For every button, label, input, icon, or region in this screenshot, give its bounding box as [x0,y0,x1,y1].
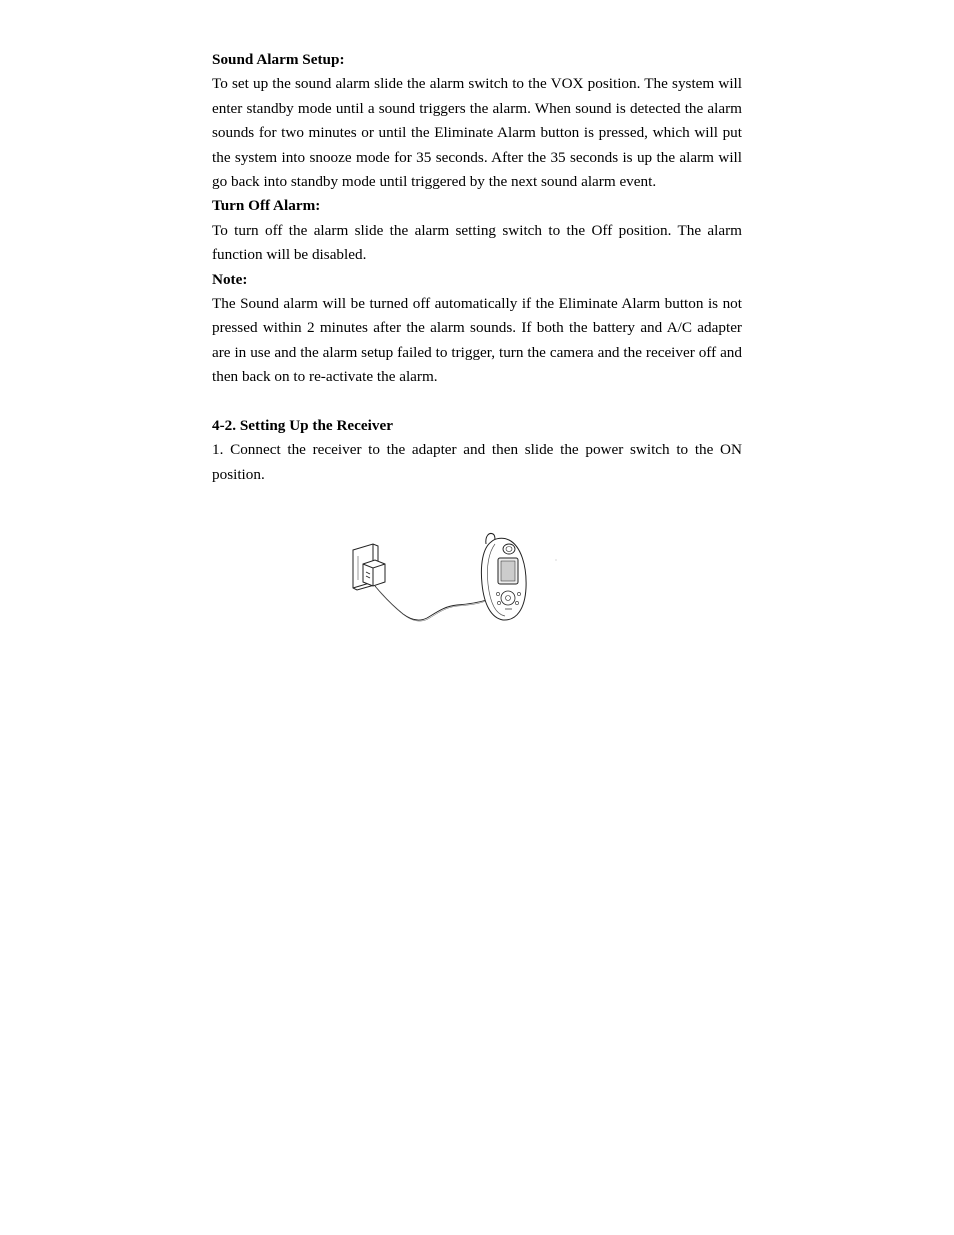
receiver-setup-step: 1. Connect the receiver to the adapter and then slide the power switch to the ON position. [212,441,742,483]
sound-alarm-text: To set up the sound alarm slide the alarm switch to the VOX position. The system will enter standby mode until a sound triggers the alarm. When sound is detected the alarm sounds for two minutes or until the Eliminate Alarm button is pressed, which will put the system into snooze mode for 35 seconds. After the 35 seconds is up the alarm will go back into standby mode until triggered by the next sound alarm event. [212,75,742,191]
turn-off-alarm-text: To turn off the alarm slide the alarm setting switch to the Off position. The alarm function will be disabled. [212,221,742,264]
receiver-device-icon [481,533,526,620]
power-adapter-icon [363,560,385,586]
note-text: The Sound alarm will be turned off automatically if the Eliminate Alarm button is not pressed within 2 minutes after the alarm sounds. If both the battery and A/C adapter are in use and the alarm setup failed to trigger, turn the camera and the receiver off and then back on to re-activate the alarm. [212,295,742,386]
note-heading: Note: [212,270,248,288]
receiver-connection-illustration [345,528,565,628]
receiver-setup-heading: 4-2. Setting Up the Receiver [212,417,393,435]
section-spacer [212,390,742,414]
document-page [212,48,742,487]
sound-alarm-heading: Sound Alarm Setup: [212,51,345,68]
turn-off-alarm-heading: Turn Off Alarm: [212,197,321,215]
adapter-cable [375,586,486,620]
